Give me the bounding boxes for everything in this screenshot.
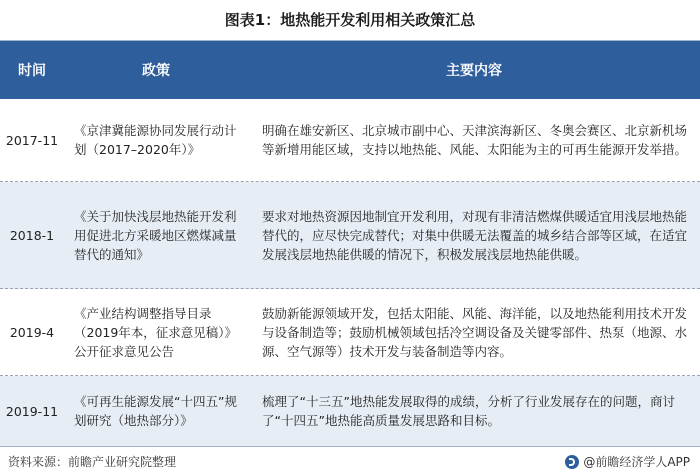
row-content: 要求对地热资源因地制宜开发利用，对现有非清洁燃煤供暖适宜用浅层地热能替代的，应尽快完成替代；对集中供暖无法覆盖的城乡结合部等区域，在适宜发展浅层地热能供暖的情况下，积极发展浅层地热能供暖。 xyxy=(262,208,688,262)
brand-credit xyxy=(565,453,690,470)
table-row xyxy=(0,99,700,182)
table-row xyxy=(0,376,700,447)
row-content: 梳理了“十三五”地热能发展取得的成绩，分析了行业发展存在的问题，商讨了“十四五”地热能高质量发展思路和目标。 xyxy=(262,394,675,428)
page-title: 图表1：地热能开发利用相关政策汇总 xyxy=(224,10,476,29)
table-header xyxy=(0,41,700,99)
header-content: 主要内容 xyxy=(446,63,502,79)
row-content: 明确在雄安新区、北京城市副中心、天津滨海新区、冬奥会赛区、北京新机场等新增用能区域，支持以地热能、风能、太阳能为主的可再生能源开发举措。 xyxy=(262,123,688,157)
row-policy: 《可再生能源发展“十四五”规划研究（地热部分）》 xyxy=(74,394,237,428)
header-time: 时间 xyxy=(18,63,46,79)
policy-table xyxy=(0,40,700,447)
row-time: 2019-4 xyxy=(9,324,55,340)
row-time: 2017-11 xyxy=(5,132,59,148)
row-content: 鼓励新能源领域开发，包括太阳能、风能、海洋能，以及地热能利用技术开发与设备制造等；鼓励机械领域包括冷空调设备及关键零部件、热泵（地源、水源、空气源等）技术开发与装备制造等内容。 xyxy=(262,305,688,359)
header-policy: 政策 xyxy=(142,63,170,79)
brand-logo-icon xyxy=(565,455,579,469)
row-policy: 《产业结构调整指导目录（2019年本，征求意见稿）》公开征求意见公告 xyxy=(74,305,238,359)
table-row xyxy=(0,182,700,289)
row-policy: 《京津冀能源协同发展行动计划（2017–2020年）》 xyxy=(74,123,237,157)
table-row xyxy=(0,289,700,376)
footer xyxy=(0,447,700,475)
brand-text: @前瞻经济学人APP xyxy=(583,455,690,469)
row-time: 2018-1 xyxy=(9,227,55,243)
row-policy: 《关于加快浅层地热能开发利用促进北方采暖地区燃煤减量替代的通知》 xyxy=(74,208,237,262)
row-time: 2019-11 xyxy=(5,403,59,419)
source-note: 资料来源：前瞻产业研究院整理 xyxy=(8,455,177,469)
